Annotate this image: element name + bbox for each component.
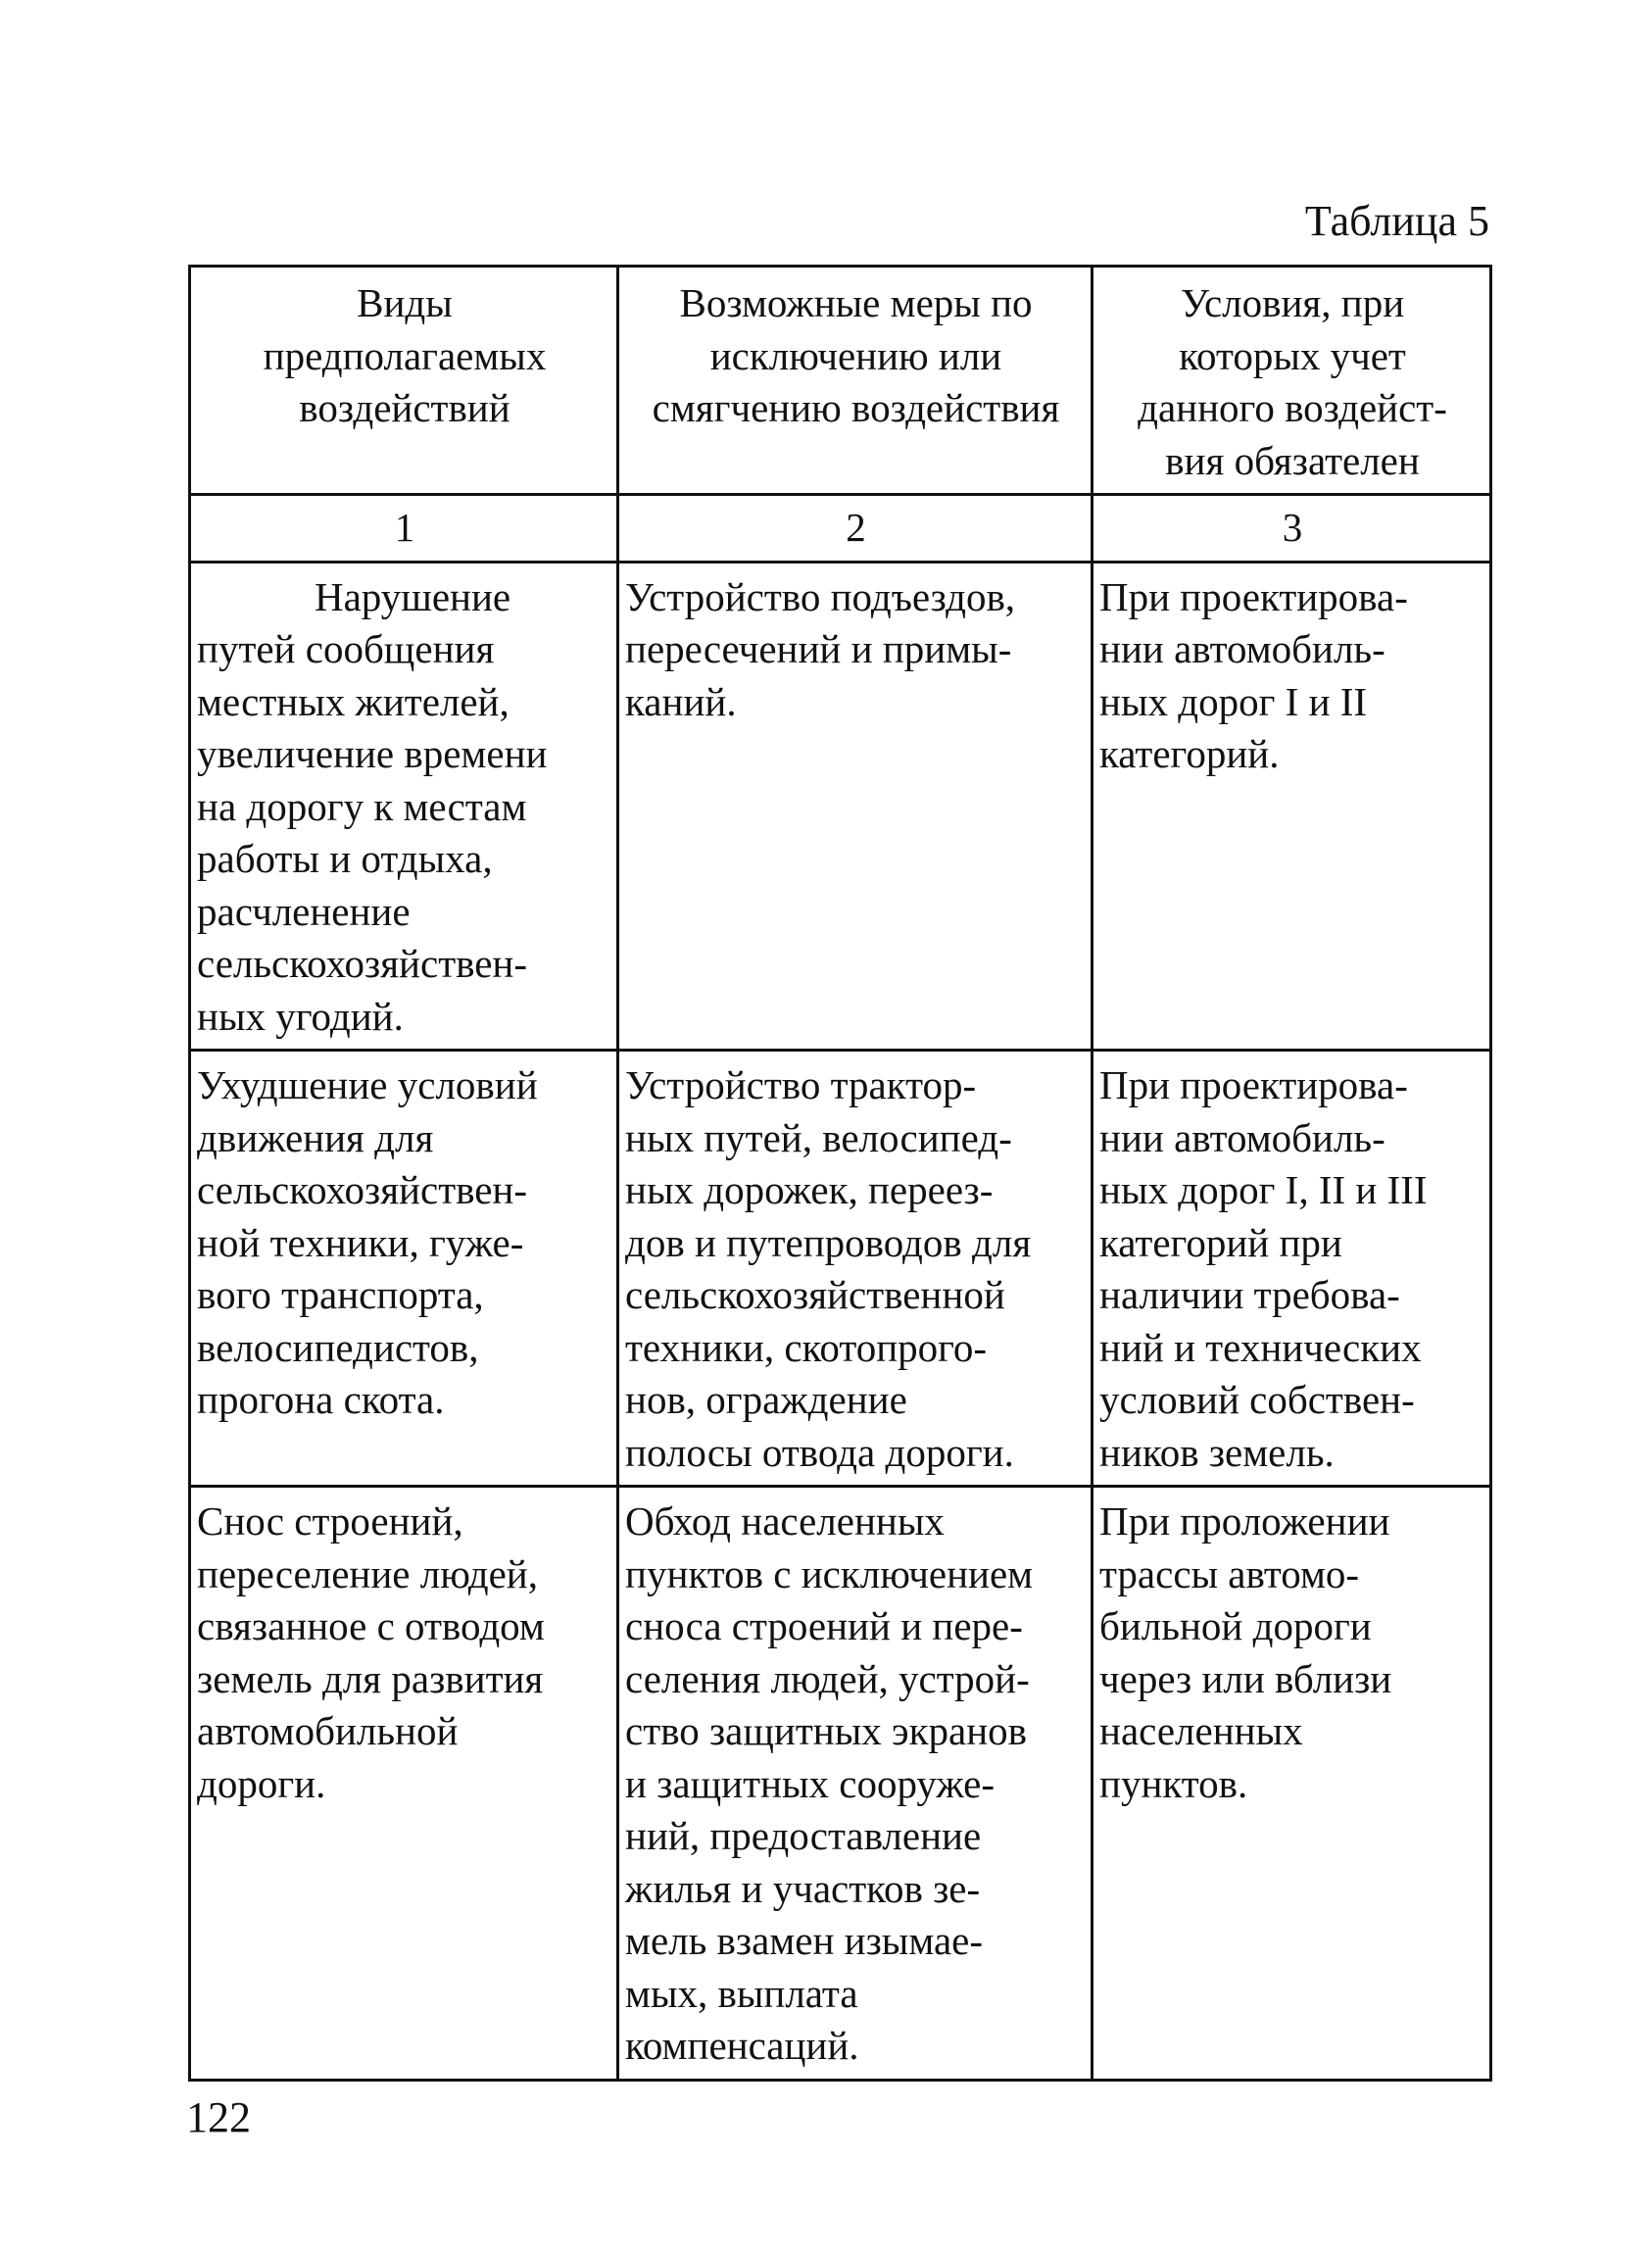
table-header-row: [190, 267, 1491, 495]
header-impact-types: Виды предполагаемых воздействий: [190, 267, 618, 495]
table-cell-impact: Снос строений, переселение людей, связанное с отводом земель для развития автомобильной дороги.: [190, 1487, 618, 2081]
table-cell-measures: Обход населенных пунктов с исключением сноса строений и пере- селения людей, устрой- ство защитных экранов и защитных сооруже- ний, предоставление жилья и участков зе- мель взамен изымае- мых, выплата компенсаций.: [618, 1487, 1093, 2081]
table-cell-measures: Устройство подъездов, пересечений и примы- каний.: [618, 562, 1093, 1051]
column-number: 3: [1093, 495, 1491, 563]
table-cell-conditions: При проектирова- нии автомобиль- ных дорог I, II и III категорий при наличии требова- ний и технических условий собствен- ников земель.: [1093, 1051, 1491, 1487]
header-mitigation-measures: Возможные меры по исключению или смягчению воздействия: [618, 267, 1093, 495]
table-row: [190, 1487, 1491, 2081]
table-caption: Таблица 5: [1304, 197, 1489, 245]
table-cell-impact: Ухудшение условий движения для сельскохозяйствен- ной техники, гуже- вого транспорта, велосипедистов, прогона скота.: [190, 1051, 618, 1487]
column-number-row: [190, 495, 1491, 563]
table-row: [190, 1051, 1491, 1487]
header-conditions: Условия, при которых учет данного воздейст- вия обязателен: [1093, 267, 1491, 495]
table-cell-impact: Нарушение путей сообщения местных жителей, увеличение времени на дорогу к местам работы и отдыха, расчленение сельскохозяйствен- ных угодий.: [190, 562, 618, 1051]
column-number: 1: [190, 495, 618, 563]
page-number: 122: [186, 2093, 251, 2141]
table-row: [190, 562, 1491, 1051]
table-cell-conditions: При проектирова- нии автомобиль- ных дорог I и II категорий.: [1093, 562, 1491, 1051]
impact-measures-table: [188, 265, 1492, 2082]
column-number: 2: [618, 495, 1093, 563]
table-cell-conditions: При проложении трассы автомо- бильной дороги через или вблизи населенных пунктов.: [1093, 1487, 1491, 2081]
table-cell-measures: Устройство трактор- ных путей, велосипед- ных дорожек, переез- дов и путепроводов для сельскохозяйственной техники, скотопрого- нов, ограждение полосы отвода дороги.: [618, 1051, 1093, 1487]
